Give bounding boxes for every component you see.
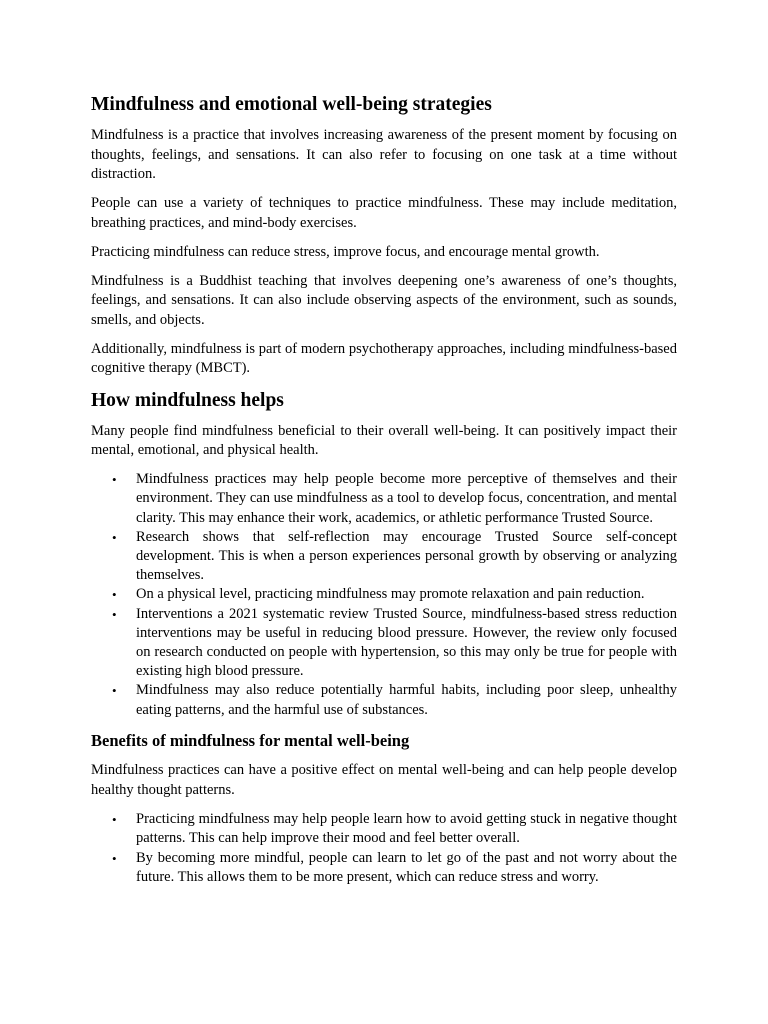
- list-item: [112, 470, 677, 528]
- bullet-icon: •: [112, 812, 117, 828]
- bullet-icon: •: [112, 529, 117, 545]
- list-item: [112, 849, 677, 887]
- section2-bullet-list: [91, 810, 677, 887]
- list-item: [112, 681, 677, 719]
- bullet-icon: •: [112, 606, 117, 622]
- section2-paragraph: Mindfulness practices can have a positive effect on mental well-being and can help people develop healthy thought patterns.: [91, 762, 677, 798]
- list-item: [112, 528, 677, 586]
- list-item-text: By becoming more mindful, people can learn to let go of the past and not worry about the future. This allows them to be more present, which can reduce stress and worry.: [136, 849, 677, 885]
- intro-paragraph-4: Mindfulness is a Buddhist teaching that involves deepening one’s awareness of one’s thoughts, feelings, and sensations. It can also include observing aspects of the environment, such as sounds, smells, and objects.: [91, 272, 677, 328]
- list-item: [112, 810, 677, 848]
- section-heading-how-mindfulness-helps: How mindfulness helps: [91, 390, 284, 412]
- bullet-icon: •: [112, 683, 117, 699]
- bullet-icon: •: [112, 472, 117, 488]
- list-item-text: Interventions a 2021 systematic review Trusted Source, mindfulness-based stress reduction interventions may be useful in reducing blood pressure. However, the review only focused on research conducted on people with hypertension, so this may only be true for people with existing high blood pressure.: [136, 605, 677, 680]
- list-item-text: Research shows that self-reflection may encourage Trusted Source self-concept development. This is when a person experiences personal growth by observing or analyzing themselves.: [136, 528, 677, 584]
- intro-paragraph-5: Additionally, mindfulness is part of modern psychotherapy approaches, including mindfulness-based cognitive therapy (MBCT).: [91, 340, 677, 377]
- intro-paragraph-1: Mindfulness is a practice that involves increasing awareness of the present moment by focusing on thoughts, feelings, and sensations. It can also refer to focusing on one task at a time without distraction.: [91, 127, 677, 183]
- bullet-icon: •: [112, 587, 117, 603]
- section-heading-benefits-mental-well-being: Benefits of mindfulness for mental well-being: [91, 730, 410, 750]
- section1-paragraph: Many people find mindfulness beneficial to their overall well-being. It can positively impact their mental, emotional, and physical health.: [91, 422, 677, 459]
- page-title: Mindfulness and emotional well-being strategies: [91, 94, 492, 115]
- bullet-icon: •: [112, 850, 117, 866]
- list-item-text: On a physical level, practicing mindfulness may promote relaxation and pain reduction.: [136, 586, 645, 603]
- list-item-text: Mindfulness practices may help people become more perceptive of themselves and their environment. They can use mindfulness as a tool to develop focus, concentration, and mental clarity. This may enhance their work, academics, or athletic performance Trusted Source.: [136, 471, 677, 526]
- intro-paragraph-3: Practicing mindfulness can reduce stress, improve focus, and encourage mental growth.: [91, 243, 600, 260]
- intro-paragraph-2: People can use a variety of techniques to practice mindfulness. These may include meditation, breathing practices, and mind-body exercises.: [91, 195, 677, 231]
- list-item: [112, 605, 677, 682]
- list-item-text: Mindfulness may also reduce potentially harmful habits, including poor sleep, unhealthy eating patterns, and the harmful use of substances.: [136, 682, 677, 718]
- list-item: [112, 585, 677, 604]
- section1-bullet-list: [91, 470, 677, 720]
- list-item-text: Practicing mindfulness may help people learn how to avoid getting stuck in negative thought patterns. This can help improve their mood and feel better overall.: [136, 811, 677, 847]
